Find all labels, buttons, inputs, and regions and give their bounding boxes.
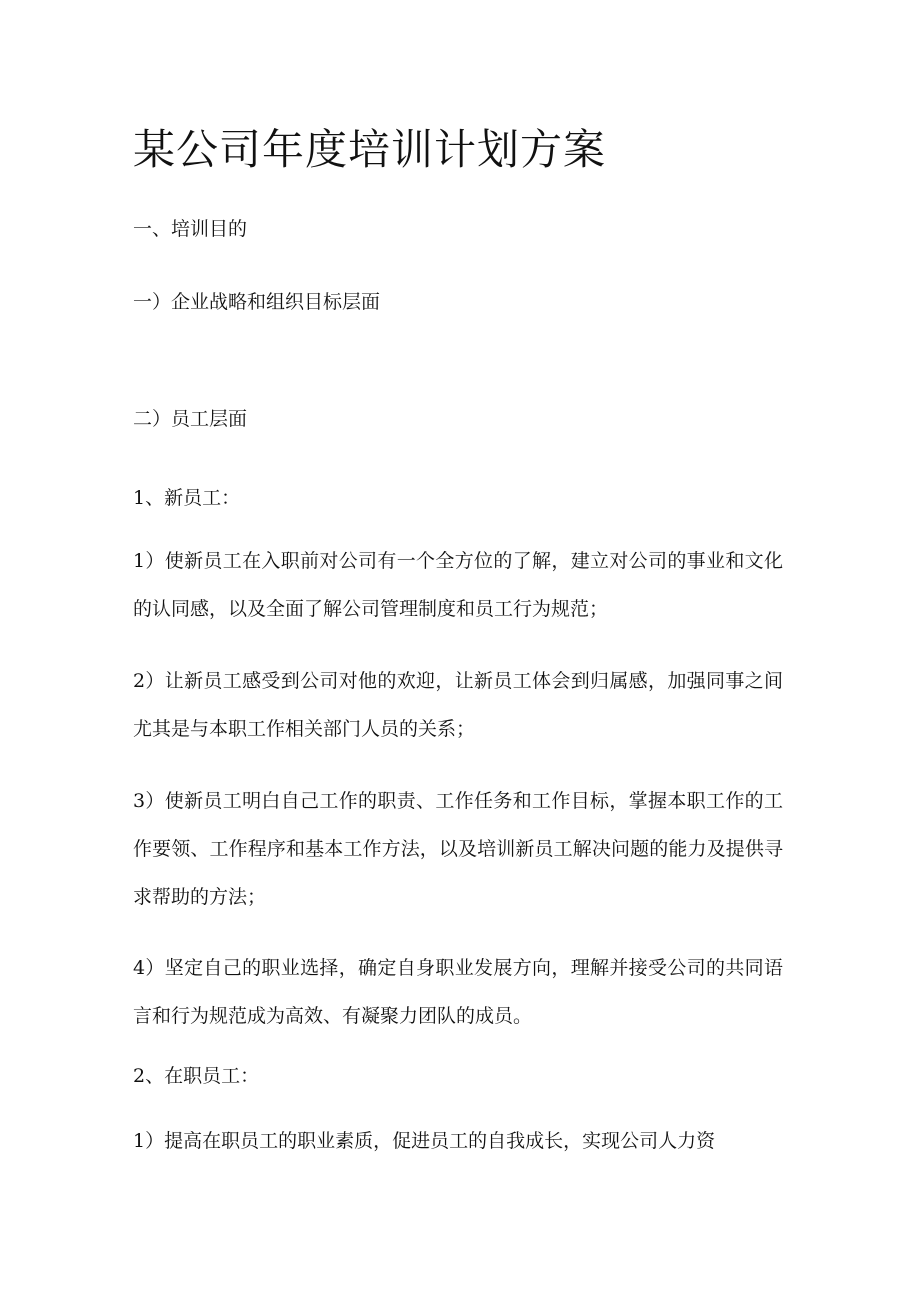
heading-new-employees: 1、新员工： — [133, 487, 241, 509]
list-item: 4）坚定自己的职业选择，确定自身职业发展方向，理解并接受公司的共同语言和行为规范成为高效、有凝聚力团队的成员。 — [133, 957, 783, 1027]
list-item: 3）使新员工明白自己工作的职责、工作任务和工作目标，掌握本职工作的工作要领、工作程序和基本工作方法，以及培训新员工解决问题的能力及提供寻求帮助的方法； — [133, 790, 783, 908]
subheading-employee: 二）员工层面 — [133, 408, 248, 430]
list-item: 2）让新员工感受到公司对他的欢迎，让新员工体会到归属感，加强同事之间尤其是与本职工作相关部门人员的关系； — [133, 670, 783, 740]
list-item: 1）提高在职员工的职业素质，促进员工的自我成长，实现公司人力资 — [133, 1130, 716, 1152]
subheading-strategy: 一）企业战略和组织目标层面 — [133, 291, 381, 313]
section-heading-purpose: 一、培训目的 — [133, 218, 248, 240]
heading-current-employees: 2、在职员工： — [133, 1065, 260, 1087]
page-title: 某公司年度培训计划方案 — [133, 125, 607, 174]
list-item: 1）使新员工在入职前对公司有一个全方位的了解，建立对公司的事业和文化的认同感，以及全面了解公司管理制度和员工行为规范； — [133, 550, 783, 620]
